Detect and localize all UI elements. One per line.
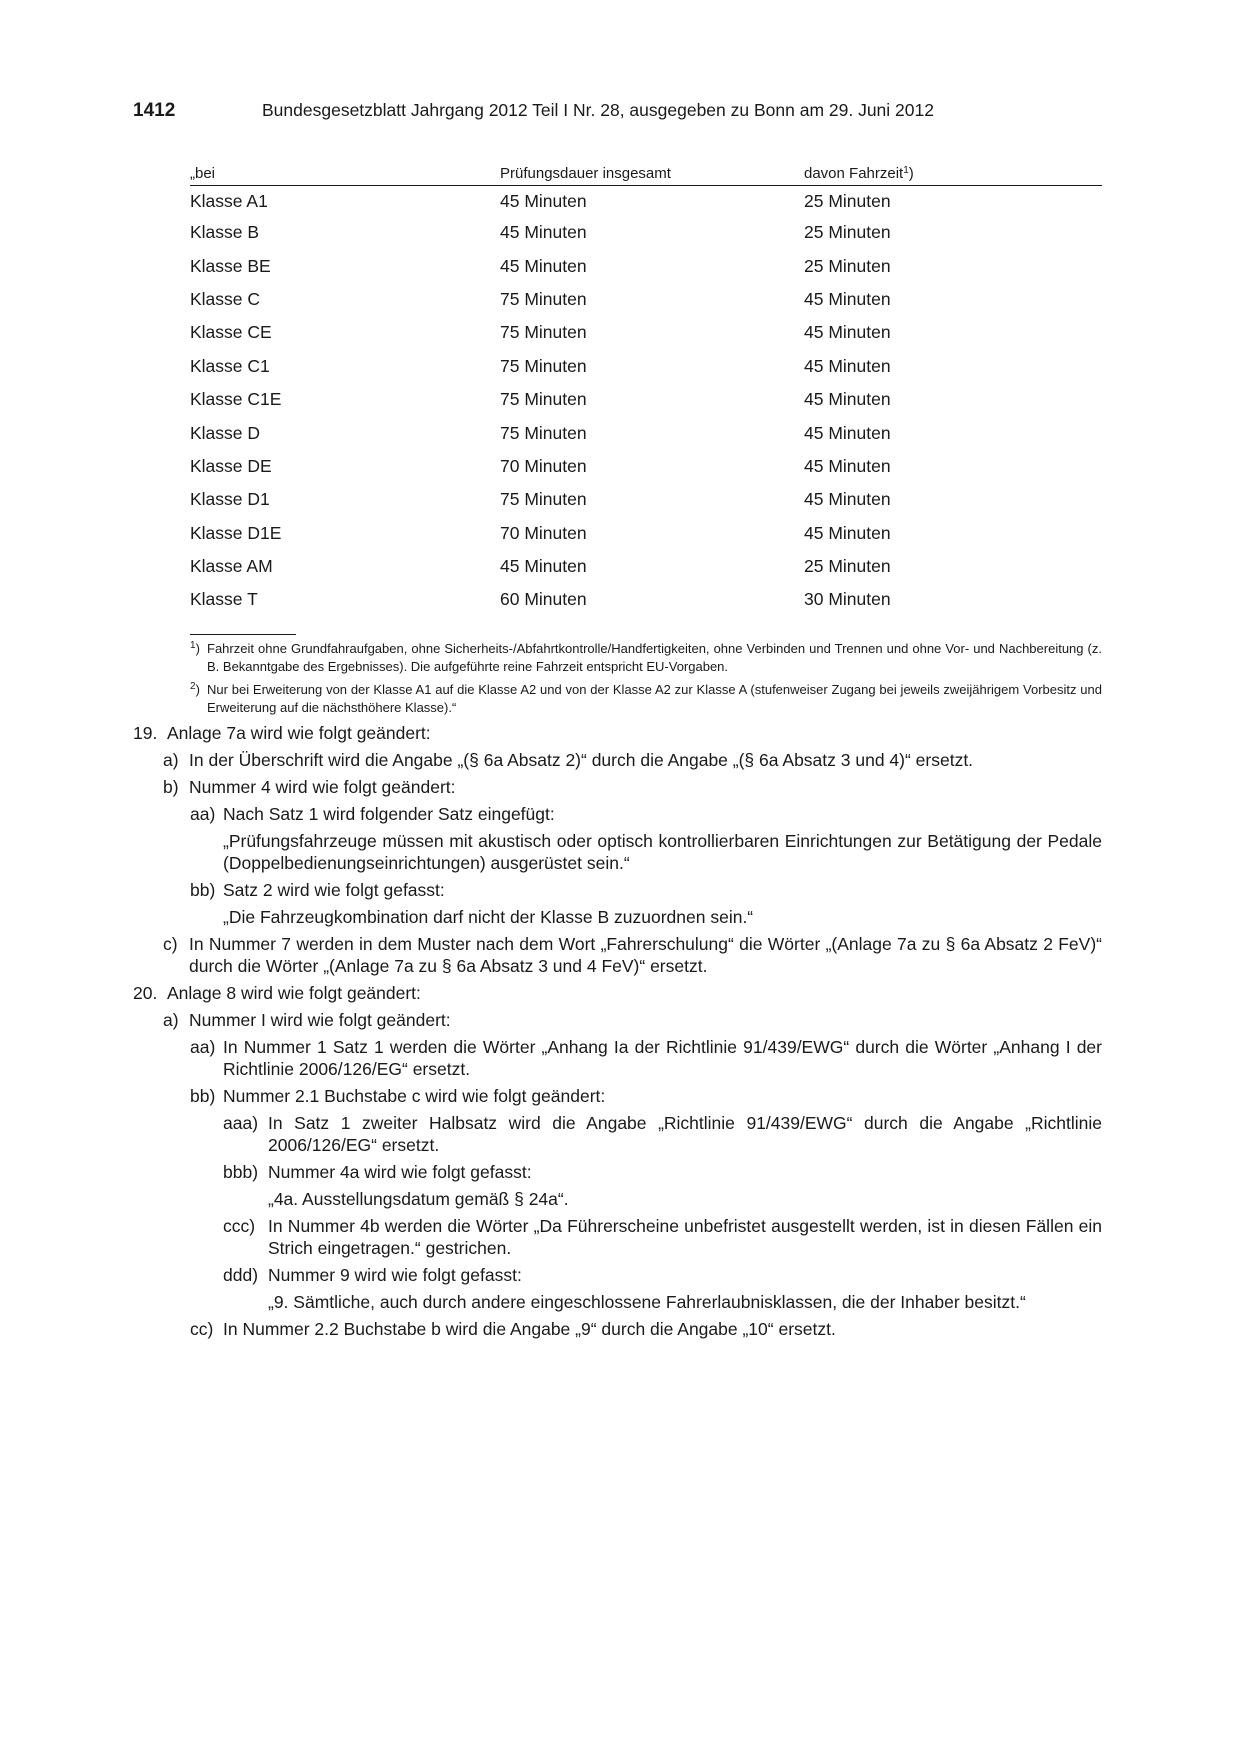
cell-total-duration: 75 Minuten <box>500 322 587 343</box>
cell-driving-time: 45 Minuten <box>804 322 891 343</box>
cell-driving-time: 25 Minuten <box>804 222 891 243</box>
cell-total-duration: 45 Minuten <box>500 222 587 243</box>
cell-total-duration: 75 Minuten <box>500 288 587 309</box>
item-marker: a) <box>163 1010 179 1030</box>
cell-class: Klasse C1 <box>190 355 270 376</box>
footnote-2-text: Nur bei Erweiterung von der Klasse A1 auf die Klasse A2 und von der Klasse A2 zur Klasse A (stufenweiser Zugang bei jeweils zweijährigem Vorbesitz und Erweiterung auf die nächsthöhere Klasse).“ <box>207 682 1102 715</box>
item-marker: b) <box>163 777 179 797</box>
page-number: 1412 <box>133 100 176 121</box>
table-row <box>190 350 1102 383</box>
item-19-b-aa <box>190 803 1102 825</box>
table-row <box>190 483 1102 516</box>
cell-total-duration: 75 Minuten <box>500 489 587 510</box>
item-text: Nummer 2.1 Buchstabe c wird wie folgt geändert: <box>223 1086 606 1106</box>
quoted-text: „Prüfungsfahrzeuge müssen mit akustisch oder optisch kontrollierbaren Einrichtungen zur Betätigung der Pedale (Doppelbedienungseinrichtungen) ausgerüstet sein.“ <box>223 831 1102 873</box>
column-header-total-duration: Prüfungsdauer insgesamt <box>500 160 804 186</box>
item-marker: aa) <box>190 804 216 824</box>
item-20-a-bb-ccc <box>223 1215 1102 1259</box>
item-19-c <box>163 933 1102 977</box>
cell-total-duration: 45 Minuten <box>500 255 587 276</box>
cell-class: Klasse A1 <box>190 190 268 211</box>
item-text: Nummer 4 wird wie folgt geändert: <box>189 777 456 797</box>
table-row <box>190 517 1102 550</box>
item-19-b-bb <box>190 879 1102 901</box>
column-header-class: „bei <box>190 160 500 186</box>
item-20-a-bb-bbb <box>223 1161 1102 1183</box>
cell-class: Klasse CE <box>190 322 272 343</box>
cell-driving-time: 25 Minuten <box>804 190 891 211</box>
page-header <box>133 100 1108 124</box>
cell-class: Klasse D1E <box>190 522 282 543</box>
table-row <box>190 249 1102 282</box>
footnotes <box>190 640 1102 722</box>
footnote-ref-paren: ) <box>908 165 914 182</box>
item-text: In Nummer 2.2 Buchstabe b wird die Angabe „9“ durch die Angabe „10“ ersetzt. <box>223 1319 836 1339</box>
cell-driving-time: 45 Minuten <box>804 288 891 309</box>
footnote-1 <box>190 640 1102 676</box>
footnote-1-text: Fahrzeit ohne Grundfahraufgaben, ohne Sicherheits-/Abfahrtkontrolle/Handfertigkeiten, ohne Verbinden und Trennen und ohne Vor- und Nachbereitung (z. B. Bekanntgabe des Ergebnisses). Die aufgeführte reine Fahrzeit entspricht EU-Vorgaben. <box>207 641 1102 674</box>
table-row <box>190 283 1102 316</box>
cell-class: Klasse D1 <box>190 489 270 510</box>
table-body <box>190 186 1102 617</box>
footnote-2-marker: $^2$) <box>190 681 200 697</box>
item-text: Satz 2 wird wie folgt gefasst: <box>223 880 445 900</box>
cell-driving-time: 25 Minuten <box>804 255 891 276</box>
cell-total-duration: 75 Minuten <box>500 355 587 376</box>
item-marker: bb) <box>190 880 216 900</box>
footnote-divider <box>190 634 296 635</box>
item-marker: aaa) <box>223 1113 259 1133</box>
item-20-a-bb <box>190 1085 1102 1107</box>
item-19 <box>133 722 1102 744</box>
item-text: In Nummer 7 werden in dem Muster nach dem Wort „Fahrerschulung“ die Wörter „(Anlage 7a zu § 6a Absatz 2 FeV)“ durch die Wörter „(Anlage 7a zu § 6a Absatz 3 und 4 FeV)“ ersetzt. <box>189 934 1102 976</box>
item-text: In Nummer 1 Satz 1 werden die Wörter „Anhang Ia der Richtlinie 91/439/EWG“ durch die Wörter „Anhang I der Richtlinie 2006/126/EG“ ersetzt. <box>223 1037 1102 1079</box>
cell-driving-time: 45 Minuten <box>804 389 891 410</box>
table-row <box>190 316 1102 349</box>
cell-driving-time: 45 Minuten <box>804 489 891 510</box>
item-20-a <box>163 1009 1102 1031</box>
cell-driving-time: 30 Minuten <box>804 589 891 610</box>
table-row <box>190 550 1102 583</box>
table-row <box>190 450 1102 483</box>
cell-total-duration: 70 Minuten <box>500 522 587 543</box>
cell-driving-time: 45 Minuten <box>804 355 891 376</box>
cell-driving-time: 45 Minuten <box>804 522 891 543</box>
item-text: Nummer 9 wird wie folgt gefasst: <box>268 1265 522 1285</box>
cell-total-duration: 60 Minuten <box>500 589 587 610</box>
item-marker: cc) <box>190 1319 214 1339</box>
item-19-a <box>163 749 1102 771</box>
table-row <box>190 216 1102 249</box>
table-row <box>190 383 1102 416</box>
cell-total-duration: 45 Minuten <box>500 556 587 577</box>
table-row <box>190 583 1102 616</box>
item-marker: ccc) <box>223 1216 256 1236</box>
item-19-b <box>163 776 1102 798</box>
cell-total-duration: 75 Minuten <box>500 422 587 443</box>
cell-total-duration: 70 Minuten <box>500 455 587 476</box>
item-text: Nach Satz 1 wird folgender Satz eingefügt: <box>223 804 555 824</box>
cell-class: Klasse C1E <box>190 389 282 410</box>
item-text: Anlage 8 wird wie folgt geändert: <box>167 983 421 1003</box>
cell-class: Klasse BE <box>190 255 271 276</box>
cell-driving-time: 25 Minuten <box>804 556 891 577</box>
table-row <box>190 416 1102 449</box>
cell-class: Klasse D <box>190 422 261 443</box>
item-text: Nummer I wird wie folgt geändert: <box>189 1010 451 1030</box>
quoted-text: „4a. Ausstellungsdatum gemäß § 24a“. <box>268 1189 569 1209</box>
duration-table <box>190 160 1102 617</box>
cell-class: Klasse B <box>190 222 260 243</box>
table-row <box>190 186 1102 217</box>
item-text: Anlage 7a wird wie folgt geändert: <box>167 723 431 743</box>
cell-total-duration: 45 Minuten <box>500 190 587 211</box>
footnote-ref: 1 <box>903 165 909 176</box>
column-header-driving-time-label: davon Fahrzeit <box>804 165 904 182</box>
footnote-1-marker: $^1$) <box>190 640 200 656</box>
amendment-list <box>133 722 1102 1345</box>
cell-class: Klasse C <box>190 288 261 309</box>
item-20-a-aa <box>190 1036 1102 1080</box>
cell-class: Klasse DE <box>190 455 272 476</box>
item-marker: a) <box>163 750 179 770</box>
cell-driving-time: 45 Minuten <box>804 422 891 443</box>
cell-driving-time: 45 Minuten <box>804 455 891 476</box>
item-marker: c) <box>163 934 178 954</box>
item-marker: 19. <box>133 723 158 743</box>
item-text: In der Überschrift wird die Angabe „(§ 6a Absatz 2)“ durch die Angabe „(§ 6a Absatz 3 und 4)“ ersetzt. <box>189 750 974 770</box>
item-marker: 20. <box>133 983 158 1003</box>
cell-class: Klasse T <box>190 589 258 610</box>
cell-total-duration: 75 Minuten <box>500 389 587 410</box>
cell-class: Klasse AM <box>190 556 273 577</box>
quoted-text: „9. Sämtliche, auch durch andere eingeschlossene Fahrerlaubnisklassen, die der Inhaber besitzt.“ <box>268 1292 1026 1312</box>
item-20-a-bb-aaa <box>223 1112 1102 1156</box>
item-marker: aa) <box>190 1037 216 1057</box>
item-marker: ddd) <box>223 1265 259 1285</box>
item-text: In Satz 1 zweiter Halbsatz wird die Angabe „Richtlinie 91/439/EWG“ durch die Angabe „Richtlinie 2006/126/EG“ ersetzt. <box>268 1113 1102 1155</box>
footnote-2 <box>190 681 1102 717</box>
exam-duration-table <box>190 160 1102 617</box>
column-header-driving-time <box>804 160 1102 186</box>
item-text: In Nummer 4b werden die Wörter „Da Führerscheine unbefristet ausgestellt werden, ist in diesen Fällen ein Strich eingetragen.“ gestrichen. <box>268 1216 1102 1258</box>
gazette-title: Bundesgesetzblatt Jahrgang 2012 Teil I Nr. 28, ausgegeben zu Bonn am 29. Juni 2012 <box>262 100 934 120</box>
quoted-text: „Die Fahrzeugkombination darf nicht der Klasse B zuzuordnen sein.“ <box>223 907 754 927</box>
item-20 <box>133 982 1102 1004</box>
table-header-row <box>190 160 1102 186</box>
item-text: Nummer 4a wird wie folgt gefasst: <box>268 1162 532 1182</box>
item-20-a-cc <box>190 1318 1102 1340</box>
item-marker: bbb) <box>223 1162 259 1182</box>
item-marker: bb) <box>190 1086 216 1106</box>
item-20-a-bb-ddd <box>223 1264 1102 1286</box>
